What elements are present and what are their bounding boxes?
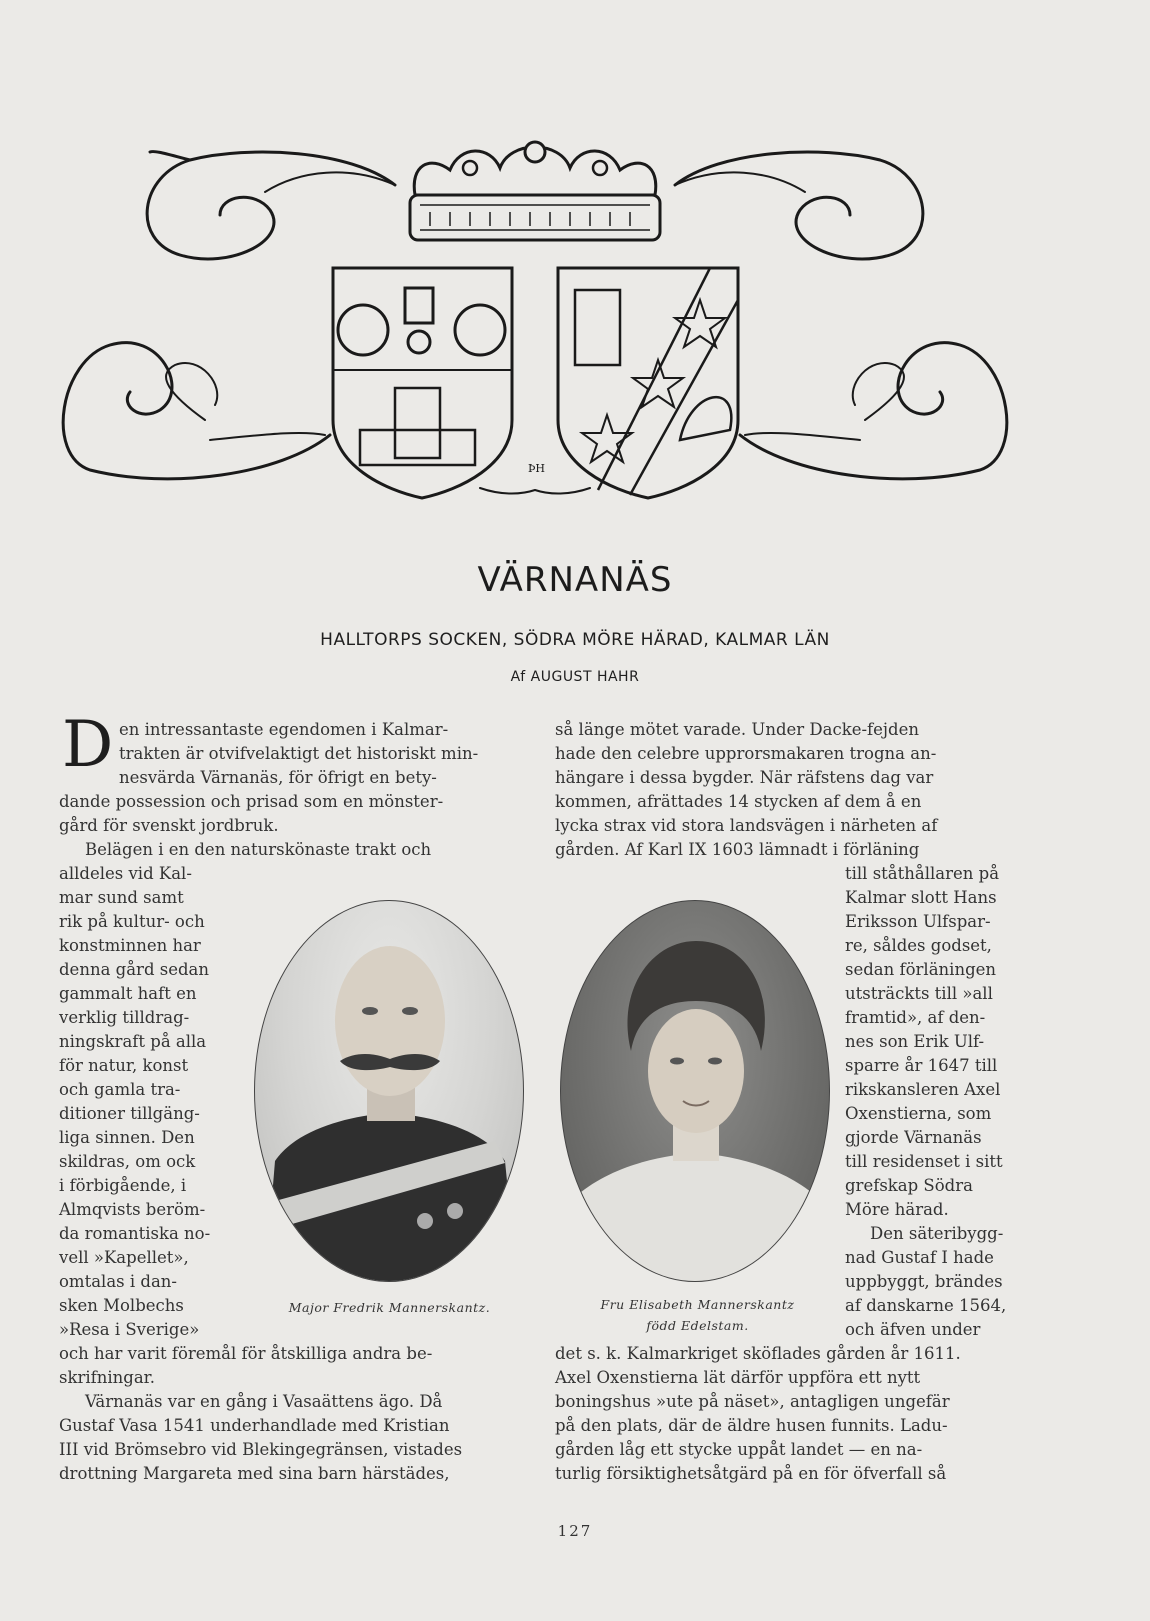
text-line: denna gård sedan [59, 960, 210, 979]
text-line: re, såldes godset, [845, 936, 992, 955]
text-line: en intressantaste egendomen i Kalmar- [119, 720, 449, 739]
text-line: och gamla tra- [59, 1080, 181, 1099]
text-line: III vid Brömsebro vid Blekingegränsen, vistades [59, 1440, 463, 1459]
text-line: drottning Margareta med sina barn härstädes, [59, 1464, 450, 1483]
text-line: mar sund samt [59, 888, 184, 907]
text-line: utsträckts till »all [845, 984, 993, 1003]
text-line: uppbyggt, brändes [845, 1272, 1003, 1291]
author-name: AUGUST HAHR [530, 669, 640, 685]
text-line: Gustaf Vasa 1541 underhandlade med Kristian [59, 1416, 450, 1435]
text-line: sedan förläningen [845, 960, 997, 979]
officer-figure-icon [255, 901, 524, 1282]
text-line: det s. k. Kalmarkriget sköflades gården år 1611. [555, 1344, 961, 1363]
text-line: i förbigående, i [59, 1176, 187, 1195]
text-line: Axel Oxenstierna lät därför uppföra ett nytt [555, 1368, 921, 1387]
text-line: gården låg ett stycke uppåt landet — en na- [555, 1440, 923, 1459]
lady-figure-icon [561, 901, 830, 1282]
caption-right-2: född Edelstam. [646, 1318, 749, 1333]
text-line: ditioner tillgäng- [59, 1104, 200, 1123]
text-line: nad Gustaf I hade [845, 1248, 994, 1267]
page-title: VÄRNANÄS [477, 560, 673, 600]
text-line: nes son Erik Ulf- [845, 1032, 985, 1051]
portrait-major-mannerskantz [254, 900, 524, 1282]
text-line: »Resa i Sverige» [59, 1320, 200, 1339]
text-line: till ståthållaren på [845, 864, 1000, 883]
text-line: skildras, om ock [59, 1152, 196, 1171]
text-line: lycka strax vid stora landsvägen i närheten af [555, 816, 938, 835]
text-line: verklig tilldrag- [59, 1008, 190, 1027]
text-line: rik på kultur- och [59, 912, 205, 931]
caption-right-1: Fru Elisabeth Mannerskantz [600, 1297, 795, 1312]
text-line: vell »Kapellet», [59, 1248, 189, 1267]
monogram: ÞH [528, 462, 546, 475]
text-line: hängare i dessa bygder. När räfstens dag var [555, 768, 934, 787]
text-line: alldeles vid Kal- [59, 864, 192, 883]
text-line: konstminnen har [59, 936, 201, 955]
text-line: turlig försiktighetsåtgärd på en för öfverfall så [555, 1464, 947, 1483]
text-line: kommen, afrättades 14 stycken af dem å en [555, 792, 922, 811]
text-line: till residenset i sitt [845, 1152, 1003, 1171]
text-line: liga sinnen. Den [59, 1128, 195, 1147]
caption-left: Major Fredrik Mannerskantz. [288, 1300, 491, 1315]
text-line: Belägen i en den naturskönaste trakt och [85, 840, 432, 859]
text-line: da romantiska no- [59, 1224, 211, 1243]
author-line [0, 669, 1150, 685]
text-line: ningskraft på alla [59, 1032, 207, 1051]
text-line: Oxenstierna, som [845, 1104, 992, 1123]
text-line: sken Molbechs [59, 1296, 184, 1315]
text-line: så länge mötet varade. Under Dacke-fejden [555, 720, 919, 739]
author-prefix: Af [510, 669, 526, 685]
text-line: omtalas i dan- [59, 1272, 177, 1291]
text-line: skrifningar. [59, 1368, 155, 1387]
text-line: för natur, konst [59, 1056, 189, 1075]
text-line: och har varit föremål för åtskilliga andra be- [59, 1344, 433, 1363]
text-line: rikskansleren Axel [845, 1080, 1001, 1099]
text-line: nesvärda Värnanäs, för öfrigt en bety- [119, 768, 437, 787]
drop-cap: D [62, 708, 114, 782]
text-line: Almqvists beröm- [59, 1200, 206, 1219]
text-line: Den säteribygg- [870, 1224, 1004, 1243]
text-line: gård för svenskt jordbruk. [59, 816, 279, 835]
text-line: trakten är otvifvelaktigt det historiskt min- [119, 744, 479, 763]
text-line: på den plats, där de äldre husen funnits. Ladu- [555, 1416, 948, 1435]
text-line: dande possession och prisad som en mönster- [59, 792, 444, 811]
text-line: Kalmar slott Hans [845, 888, 997, 907]
text-line: gården. Af Karl IX 1603 lämnadt i förläning [555, 840, 920, 859]
text-line: gjorde Värnanäs [845, 1128, 982, 1147]
text-line: Eriksson Ulfspar- [845, 912, 991, 931]
text-line: Möre härad. [845, 1200, 949, 1219]
coat-of-arms-ornament [50, 130, 1020, 525]
text-line: af danskarne 1564, [845, 1296, 1007, 1315]
text-line: sparre år 1647 till [845, 1056, 998, 1075]
page-number: 127 [557, 1522, 593, 1540]
page-subtitle: HALLTORPS SOCKEN, SÖDRA MÖRE HÄRAD, KALMAR LÄN [320, 630, 830, 650]
text-line: framtid», af den- [845, 1008, 986, 1027]
text-line: och äfven under [845, 1320, 981, 1339]
portrait-elisabeth-mannerskantz [560, 900, 830, 1282]
text-line: Värnanäs var en gång i Vasaättens ägo. Då [85, 1392, 443, 1411]
text-line: gammalt haft en [59, 984, 197, 1003]
text-line: grefskap Södra [845, 1176, 973, 1195]
text-line: boningshus »ute på näset», antagligen ungefär [555, 1392, 950, 1411]
text-line: hade den celebre upprorsmakaren trogna an- [555, 744, 937, 763]
